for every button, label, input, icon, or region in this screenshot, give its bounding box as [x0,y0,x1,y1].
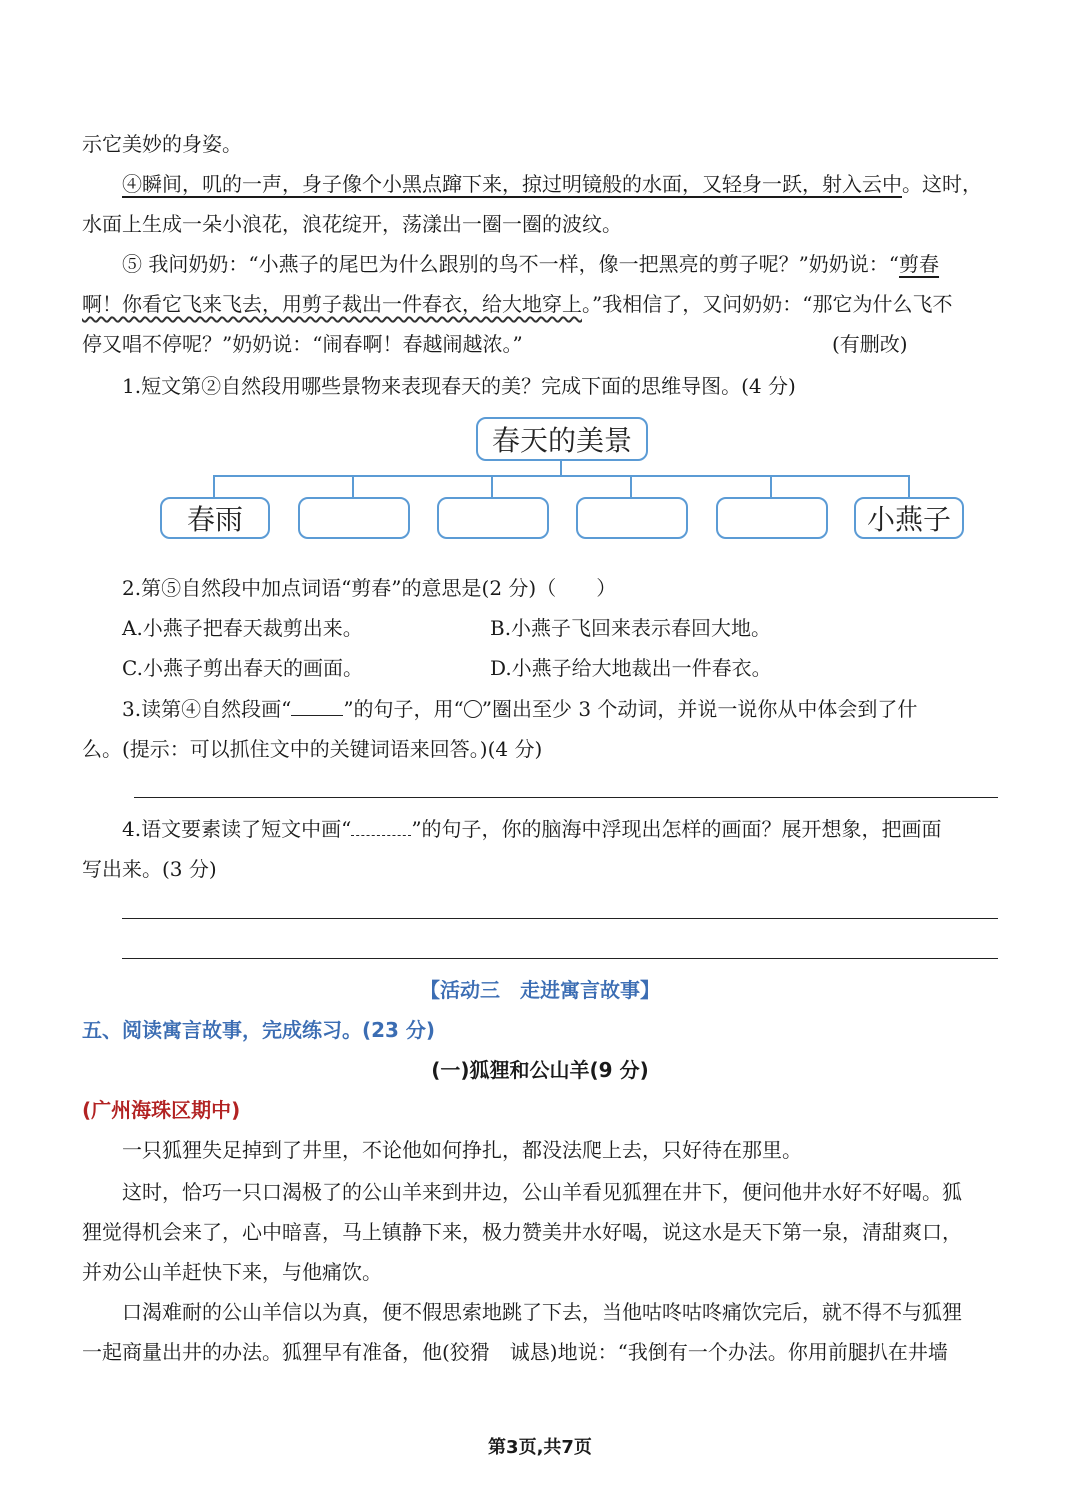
question-text: ”的句子，你的脑海中浮现出怎样的画面？展开想象，把画面 [411,817,942,841]
dashed-underline-mark [351,821,411,836]
passage-text: 。这时， [902,172,982,196]
passage-line [82,290,952,318]
mind-map-node-blank[interactable] [576,497,688,539]
mind-map-node-blank[interactable] [298,497,410,539]
question-text: 4.语文要素读了短文中画“ [122,817,352,841]
underlined-sentence: ④瞬间，叽的一声，身子像个小黑点蹿下来，掠过明镜般的水面，又轻身一跃，射入云中 [122,172,902,196]
edit-note: (有删改) [832,332,908,356]
dotted-word: 剪春 [899,252,940,276]
question-text: 2.第⑤自然段中加点词语“剪春”的意思是(2 分)（ [122,576,557,600]
option-c[interactable]: C.小燕子剪出春天的画面。 [122,656,363,680]
story-line: 一只狐狸失足掉到了井里，不论他如何挣扎，都没法爬上去，只好待在那里。 [122,1138,802,1162]
question-4 [122,815,942,843]
connector [213,475,215,497]
underline-mark [291,701,343,716]
passage-paragraph-4 [122,170,982,198]
question-2 [122,574,616,602]
page-number: 第3页,共7页 [488,1437,592,1458]
passage-line: 示它美妙的身姿。 [82,132,242,156]
story-line: 狸觉得机会来了，心中暗喜，马上镇静下来，极力赞美井水好喝，说这水是天下第一泉，清甜爽口， [82,1220,962,1244]
passage-line: 水面上生成一朵小浪花，浪花绽开，荡漾出一圈一圈的波纹。 [82,212,622,236]
question-text: ”的句子，用“ [343,697,464,721]
connector [630,475,632,497]
connector [352,475,354,497]
activity-title: 【活动三 走进寓言故事】 [420,978,660,1002]
story-title: (一)狐狸和公山羊(9 分) [431,1058,649,1082]
wavy-underlined-sentence: 啊！你看它飞来飞去，用剪子裁出一件春衣，给大地穿上 [82,292,582,316]
answer-line[interactable] [134,797,998,798]
question-text: 3.读第④自然段画“ [122,697,292,721]
mind-map-node-swallow: 小燕子 [854,497,964,539]
section-heading: 五、阅读寓言故事，完成练习。(23 分) [82,1018,436,1042]
question-3 [122,695,917,723]
mind-map-node-blank[interactable] [437,497,549,539]
option-a[interactable]: A.小燕子把春天裁剪出来。 [122,616,363,640]
answer-line[interactable] [122,958,998,959]
story-line: 一起商量出井的办法。狐狸早有准备，他(狡猾 诚恳)地说：“我倒有一个办法。你用前腿扒在井墙 [82,1340,948,1364]
option-b[interactable]: B.小燕子飞回来表示春回大地。 [490,616,772,640]
mind-map-node-spring-rain: 春雨 [160,497,270,539]
connector [213,475,909,477]
connector [560,459,562,475]
story-line: 并劝公山羊赶快下来，与他痛饮。 [82,1260,382,1284]
source-tag: (广州海珠区期中) [82,1098,241,1122]
connector [908,475,910,497]
question-3-line-2: 么。(提示：可以抓住文中的关键词语来回答。)(4 分) [82,737,543,761]
story-line: 这时，恰巧一只口渴极了的公山羊来到井边，公山羊看见狐狸在井下，便问他井水好不好喝。狐 [122,1180,962,1204]
mind-map-node-blank[interactable] [716,497,828,539]
answer-line[interactable] [122,918,998,919]
passage-line: 停又唱不停呢？”奶奶说：“闹春啊！春越闹越浓。” [82,332,523,356]
story-line: 口渴难耐的公山羊信以为真，便不假思索地跳了下去，当他咕咚咕咚痛饮完后，就不得不与狐狸 [122,1300,962,1324]
passage-paragraph-5 [122,250,939,278]
question-1: 1.短文第②自然段用哪些景物来表现春天的美？完成下面的思维导图。(4 分) [122,374,796,398]
passage-text: ⑤ 我问奶奶：“小燕子的尾巴为什么跟别的鸟不一样，像一把黑亮的剪子呢？”奶奶说：“ [122,252,900,276]
question-text: ”圈出至少 3 个动词，并说一说你从中体会到了什 [481,697,918,721]
question-text: ） [596,576,617,600]
connector [770,475,772,497]
question-4-line-2: 写出来。(3 分) [82,857,217,881]
passage-text: 。”我相信了，又问奶奶：“那它为什么飞不 [582,292,953,316]
option-d[interactable]: D.小燕子给大地裁出一件春衣。 [490,656,772,680]
mind-map-root: 春天的美景 [476,417,648,461]
connector [491,475,493,497]
circle-icon [464,700,482,718]
